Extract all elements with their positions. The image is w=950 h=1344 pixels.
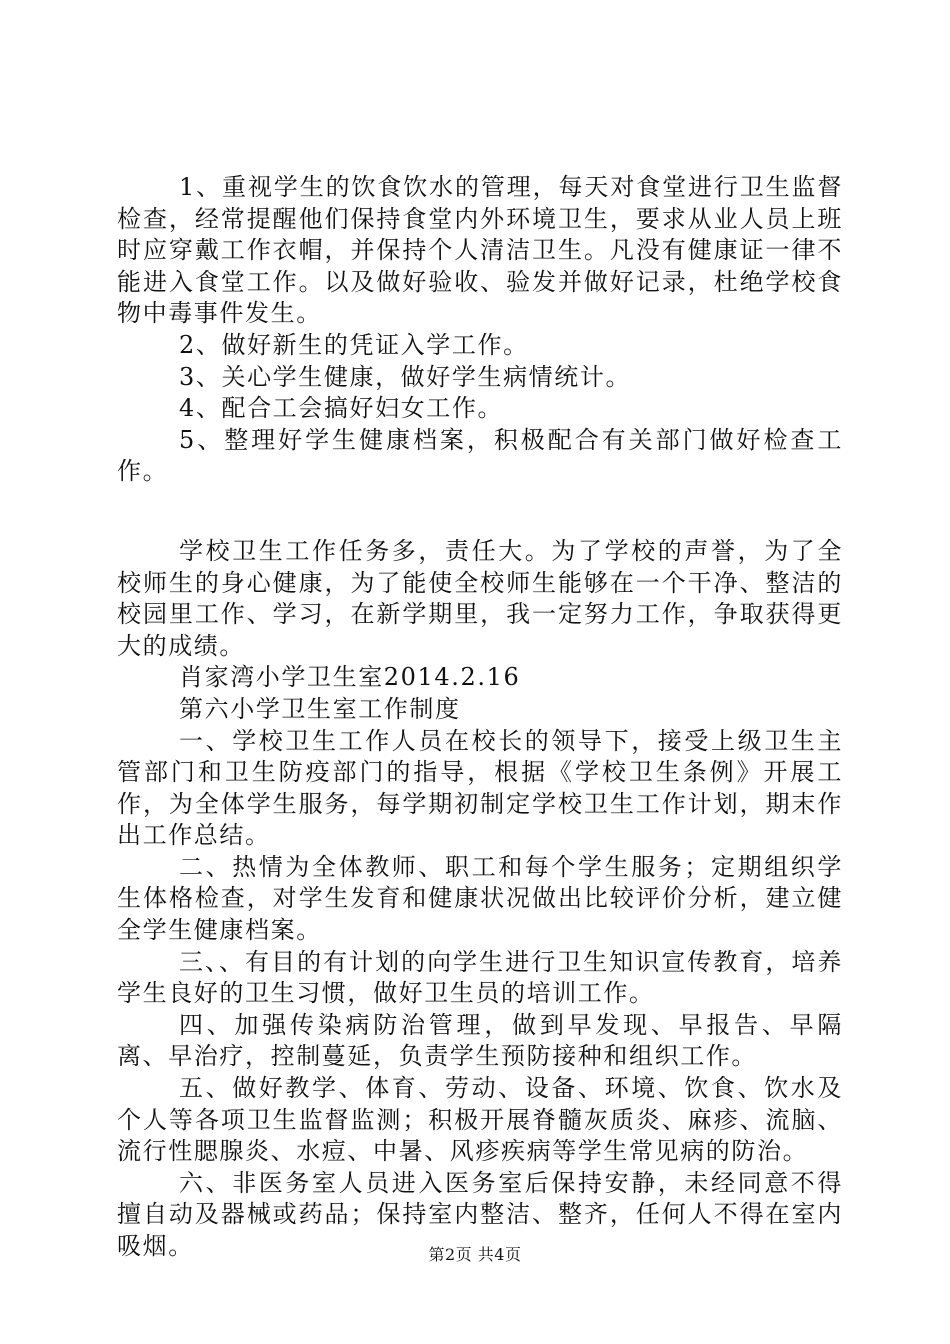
rule-paragraph-3: 三、、有目的有计划的向学生进行卫生知识宣传教育，培养学生良好的卫生习惯，做好卫生员的培训工作。	[117, 947, 843, 1008]
paragraph-gap	[117, 488, 843, 536]
section-title: 第六小学卫生室工作制度	[179, 694, 461, 723]
rule-paragraph-6: 六、非医务室人员进入医务室后保持安静，未经同意不得擅自动及器械或药品；保持室内整洁、整齐，任何人不得在室内吸烟。	[117, 1168, 843, 1260]
page-footer: 第2页 共4页	[428, 1245, 522, 1264]
paragraph-item-3: 3、关心学生健康，做好学生病情统计。	[179, 362, 632, 391]
signature-line: 肖家湾小学卫生室2014.2.16	[179, 663, 521, 692]
paragraph-summary: 学校卫生工作任务多，责任大。为了学校的声誉，为了全校师生的身心健康，为了能使全校师生能够在一个干净、整洁的校园里工作、学习，在新学期里，我一定努力工作，争取获得更大的成绩。	[117, 536, 843, 660]
paragraph-item-5: 5、整理好学生健康档案，积极配合有关部门做好检查工作。	[117, 425, 843, 486]
rule-paragraph-2: 二、热情为全体教师、职工和每个学生服务；定期组织学生体格检查，对学生发育和健康状况做出比较评价分析，建立健全学生健康档案。	[117, 852, 843, 945]
paragraph-item-1: 1、重视学生的饮食饮水的管理，每天对食堂进行卫生监督检查，经常提醒他们保持食堂内外环境卫生，要求从业人员上班时应穿戴工作衣帽，并保持个人清洁卫生。凡没有健康证一律不能进入食堂工作。以及做好验收、验发并做好记录，杜绝学校食物中毒事件发生。	[117, 173, 843, 328]
rule-paragraph-5: 五、做好教学、体育、劳动、设备、环境、饮食、饮水及个人等各项卫生监督监测；积极开展脊髓灰质炎、麻疹、流脑、流行性腮腺炎、水痘、中暑、风疹疾病等学生常见病的防治。	[117, 1074, 843, 1166]
rule-paragraph-1: 一、学校卫生工作人员在校长的领导下，接受上级卫生主管部门和卫生防疫部门的指导，根据《学校卫生条例》开展工作，为全体学生服务，每学期初制定学校卫生工作计划，期末作出工作总结。	[117, 726, 843, 850]
document-body	[117, 172, 843, 1263]
paragraph-item-4: 4、配合工会搞好妇女工作。	[179, 394, 504, 423]
paragraph-item-2: 2、做好新生的凭证入学工作。	[179, 330, 529, 359]
rule-paragraph-4: 四、加强传染病防治管理，做到早发现、早报告、早隔离、早治疗，控制蔓延，负责学生预防接种和组织工作。	[117, 1010, 843, 1071]
